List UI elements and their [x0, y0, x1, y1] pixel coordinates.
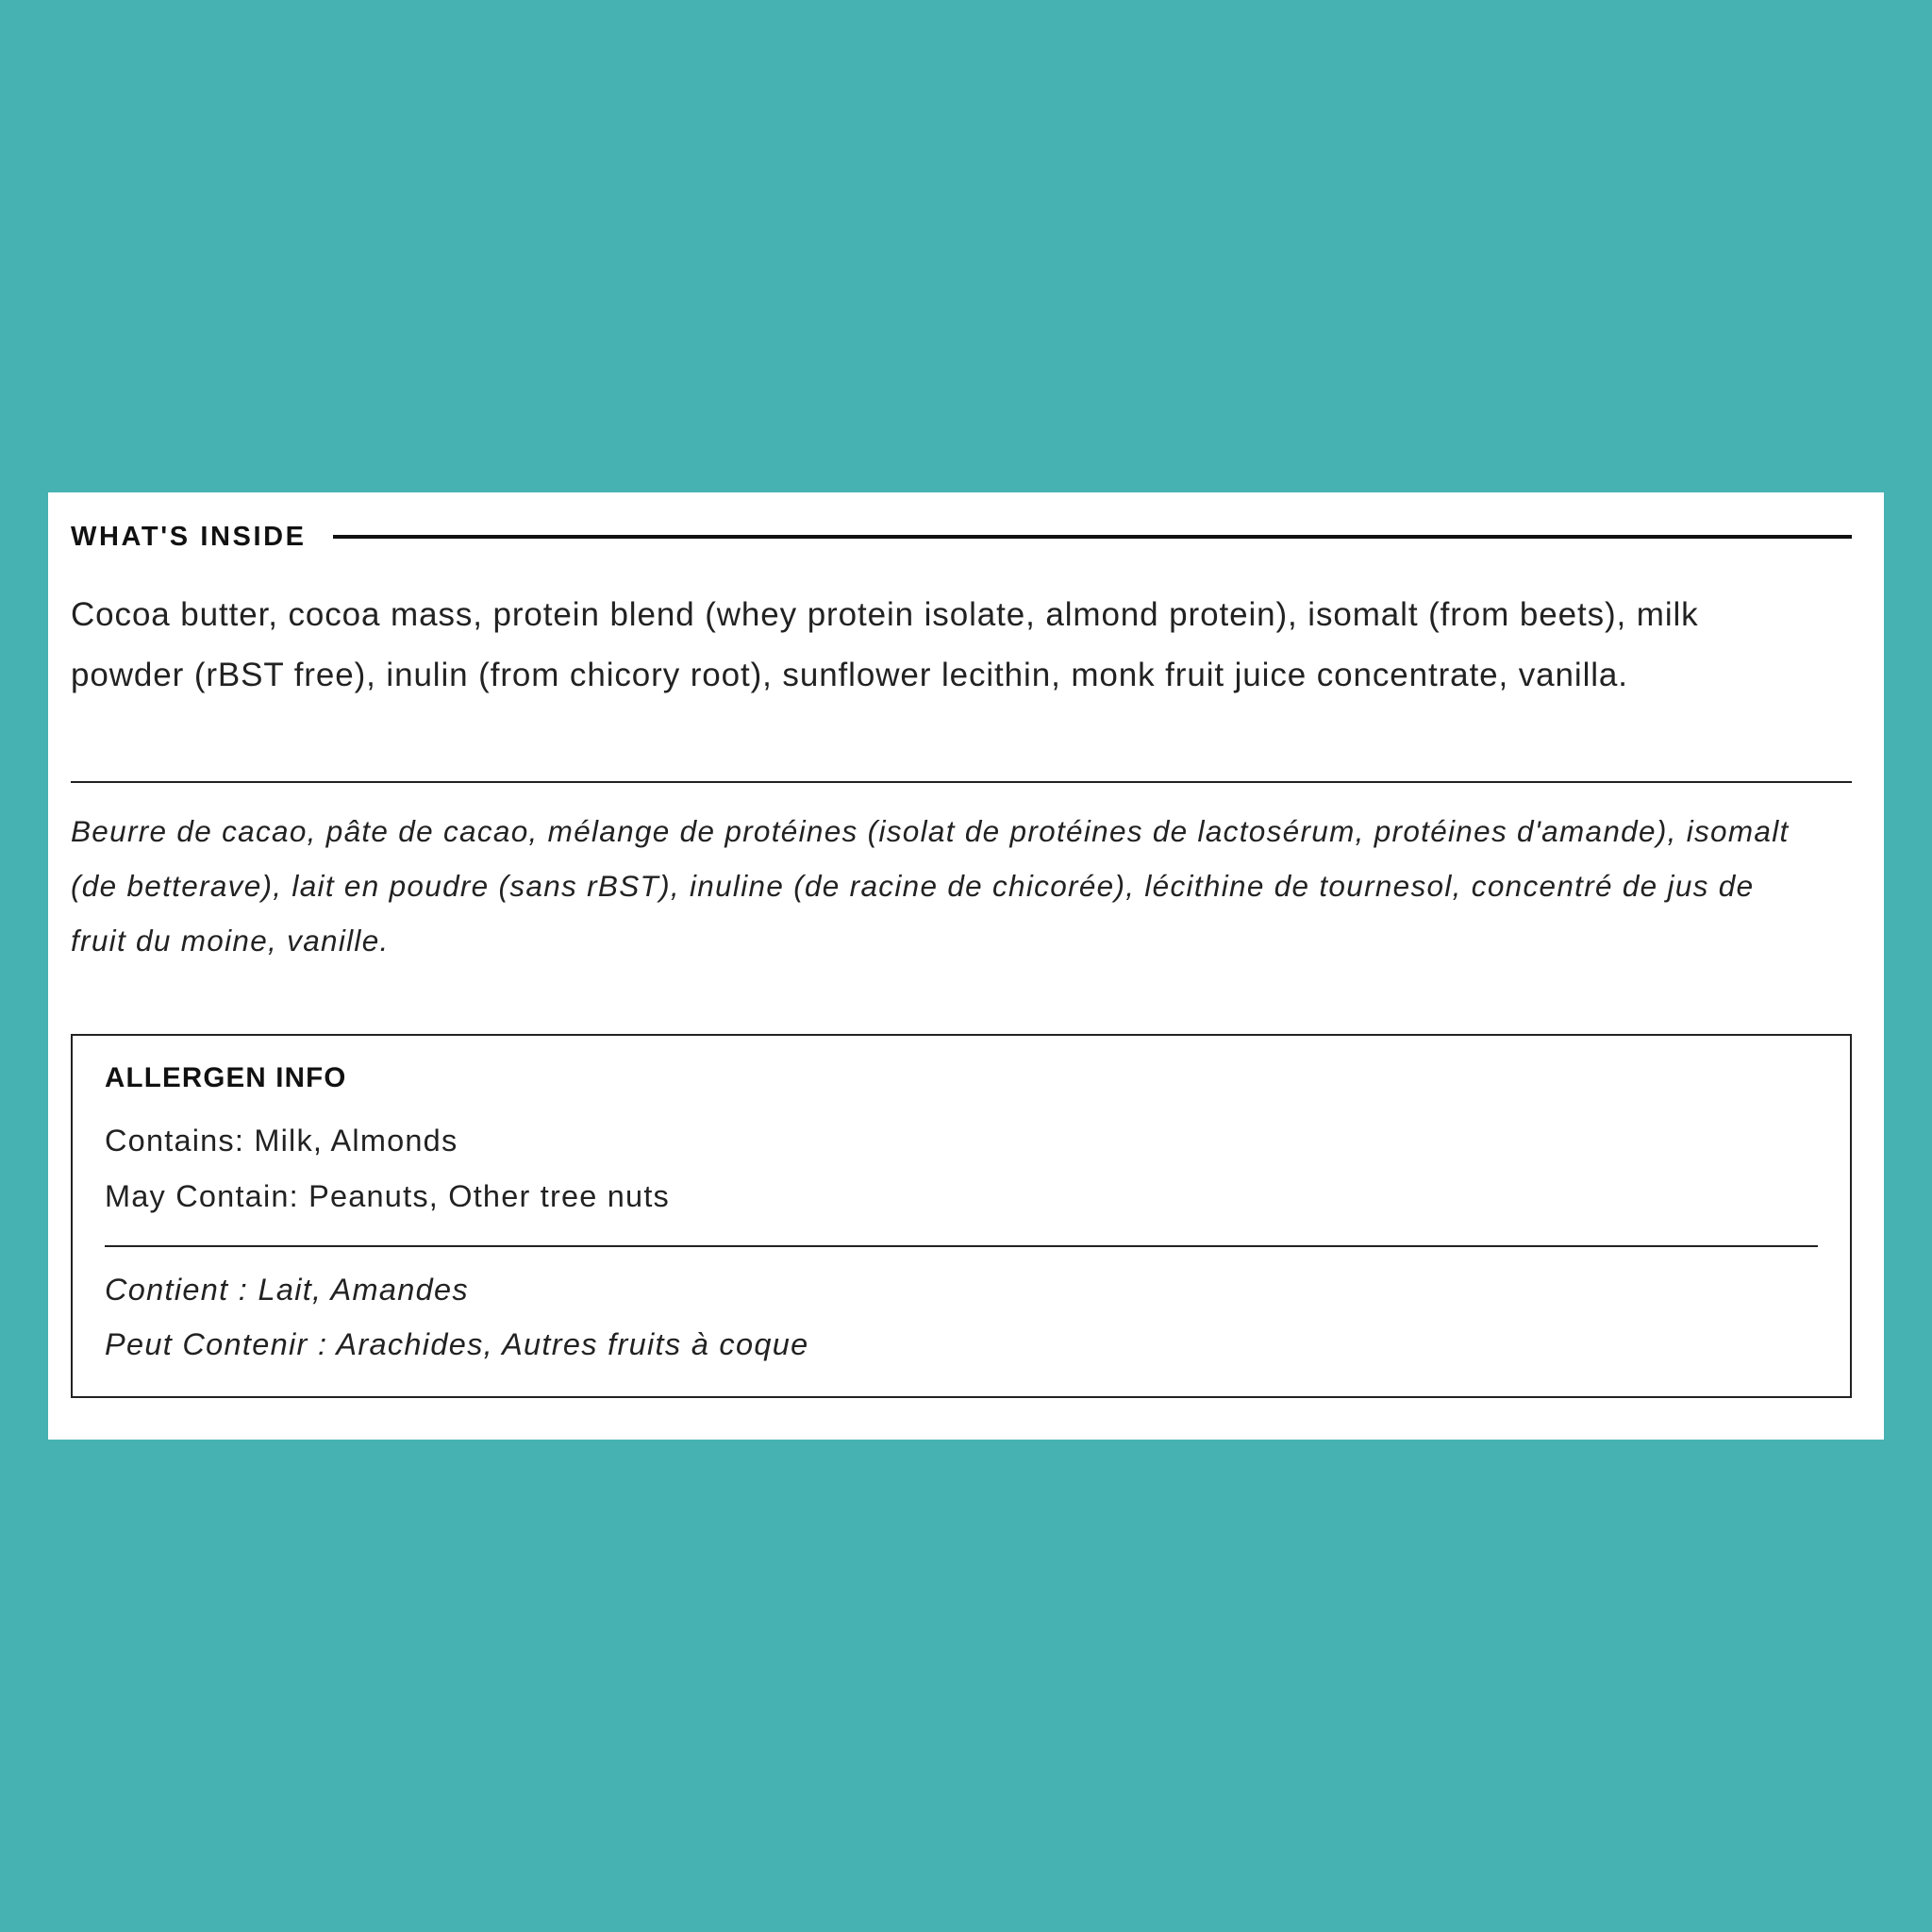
allergen-may-contain-en: May Contain: Peanuts, Other tree nuts — [105, 1179, 670, 1213]
allergen-french — [105, 1262, 808, 1372]
allergen-contains-en: Contains: Milk, Almonds — [105, 1124, 458, 1158]
allergen-divider — [105, 1245, 1818, 1247]
ingredients-french: Beurre de cacao, pâte de cacao, mélange de protéines (isolat de protéines de lactosérum, protéines d'amande), isomalt (de betterave), lait en poudre (sans rBST), inuline (de racine de chicorée), lécithine de tournesol, concentré de jus de fruit du moine, vanille. — [71, 814, 1790, 958]
language-divider — [71, 781, 1852, 783]
allergen-may-contain-fr: Peut Contenir : Arachides, Autres fruits à coque — [105, 1327, 809, 1361]
allergen-english — [105, 1113, 670, 1224]
allergen-info-box — [71, 1034, 1852, 1398]
allergen-title: ALLERGEN INFO — [105, 1062, 347, 1093]
ingredients-english: Cocoa butter, cocoa mass, protein blend (whey protein isolate, almond protein), isomalt (from beets), milk powder (rBST free), inulin (from chicory root), sunflower lecithin, monk fruit juice concentrate, vanilla. — [71, 596, 1699, 693]
section-header — [71, 521, 1852, 553]
ingredients-card — [48, 492, 1884, 1440]
heading-rule — [333, 535, 1852, 539]
section-heading: WHAT'S INSIDE — [71, 521, 307, 552]
allergen-contains-fr: Contient : Lait, Amandes — [105, 1273, 469, 1307]
